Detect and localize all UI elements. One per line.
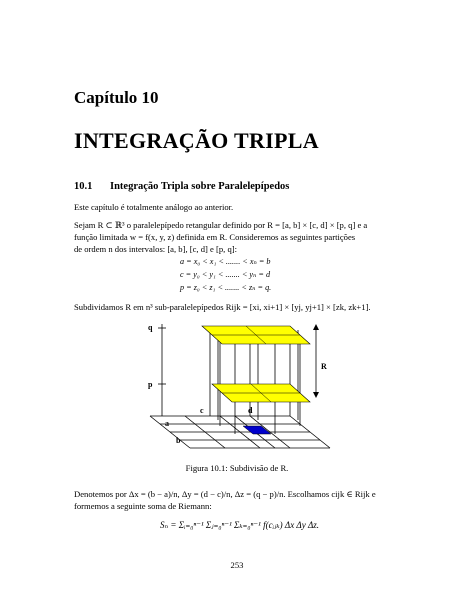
riemann-sum-formula: Sₙ = Σᵢ₌₀ⁿ⁻¹ Σⱼ₌₀ⁿ⁻¹ Σₖ₌₀ⁿ⁻¹ f(cᵢⱼₖ) Δx Δy Δz. [160, 520, 319, 530]
riemann-line-1: Denotemos por Δx = (b − a)/n, Δy = (d − c)/n, Δz = (q − p)/n. Escolhamos cijk ∈ Rijk e [74, 489, 376, 499]
label-b: b [176, 436, 181, 445]
partition-x-equation: a = x₀ < x₁ < ....... < xₙ = b [180, 257, 271, 266]
label-q: q [148, 323, 153, 332]
chapter-title: INTEGRAÇÃO TRIPLA [74, 128, 319, 153]
definition-line-1: Sejam R ⊂ ℝ³ o paralelepípedo retangular definido por R = [a, b] × [c, d] × [p, q] e a [74, 220, 368, 230]
partition-z-equation: p = z₀ < z₁ < ....... < zₙ = q. [180, 283, 272, 292]
blue-cell [243, 426, 271, 434]
riemann-line-2: formemos a seguinte soma de Riemann: [74, 501, 212, 511]
label-c: c [200, 406, 204, 415]
label-d: d [248, 406, 253, 415]
chapter-label: Capítulo 10 [74, 88, 159, 107]
label-p: p [148, 380, 153, 389]
figure-caption: Figura 10.1: Subdivisão de R. [185, 463, 289, 473]
definition-line-3: de ordem n dos intervalos: [a, b], [c, d] e [p, q]: [74, 244, 237, 254]
page-number: 253 [230, 560, 244, 570]
definition-line-2: função limitada w = f(x, y, z) definida em R. Consideremos as seguintes partições [74, 232, 356, 242]
section-title: Integração Tripla sobre Paralelepípedos [110, 181, 290, 192]
intro-paragraph: Este capítulo é totalmente análogo ao anterior. [74, 202, 234, 212]
subdivide-paragraph: Subdividamos R em n³ sub-paralelepípedos Rijk = [xi, xi+1] × [yj, yj+1] × [zk, zk+1]. [74, 302, 371, 312]
partition-y-equation: c = y₀ < y₁ < ....... < yₙ = d [180, 270, 271, 279]
section-number: 10.1 [74, 181, 93, 192]
subdivision-figure [140, 316, 340, 456]
label-R: R [321, 362, 327, 371]
label-a: a [165, 419, 169, 428]
